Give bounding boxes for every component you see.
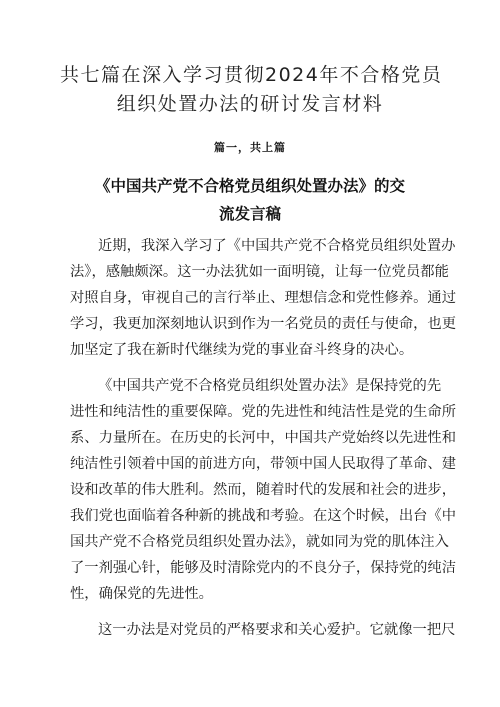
paragraph-line: 学习，我更加深刻地认识到作为一名党员的责任与使命，也更	[70, 316, 457, 332]
paragraph-2	[70, 373, 457, 607]
paragraph-line: 《中国共产党不合格党员组织处置办法》是保持党的先	[98, 378, 442, 394]
paragraph-line: 性，确保党的先进性。	[70, 586, 213, 602]
subtitle-line-1: 《中国共产党不合格党员组织处置办法》的交	[94, 177, 405, 195]
paragraph-line: 进性和纯洁性的重要保障。党的先进性和纯洁性是党的生命所	[70, 404, 457, 420]
paragraph-line: 对照自身，审视自己的言行举止、理想信念和党性修养。通过	[70, 290, 457, 306]
paragraph-line: 纯洁性引领着中国的前进方向，带领中国人民取得了革命、建	[70, 456, 457, 472]
paragraph-line: 近期，我深入学习了《中国共产党不合格党员组织处置办	[98, 238, 456, 254]
paragraph-1	[70, 233, 457, 363]
paragraph-line: 这一办法是对党员的严格要求和关心爱护。它就像一把尺	[98, 622, 456, 638]
paragraph-line: 设和改革的伟大胜利。然而，随着时代的发展和社会的进步，	[70, 482, 457, 498]
paragraph-line: 国共产党不合格党员组织处置办法》，就如同为党的肌体注入	[70, 534, 449, 550]
document-title-line-2: 组织处置办法的研讨发言材料	[116, 93, 384, 115]
paragraph-line: 法》，感触颇深。这一办法犹如一面明镜，让每一位党员都能	[70, 264, 449, 280]
paragraph-line: 我们党也面临着各种新的挑战和考验。在这个时候，出台《中	[70, 508, 457, 524]
paragraph-line: 了一剂强心针，能够及时清除党内的不良分子，保持党的纯洁	[70, 560, 457, 576]
document-title-line-1: 共七篇在深入学习贯彻2024年不合格党员	[60, 64, 443, 86]
paragraph-line: 加坚定了我在新时代继续为党的事业奋斗终身的决心。	[70, 342, 414, 358]
subtitle-line-2: 流发言稿	[218, 205, 281, 223]
section-label: 篇一，共上篇	[214, 141, 286, 154]
paragraph-3	[70, 617, 456, 643]
paragraph-line: 系、力量所在。在历史的长河中，中国共产党始终以先进性和	[70, 430, 457, 446]
